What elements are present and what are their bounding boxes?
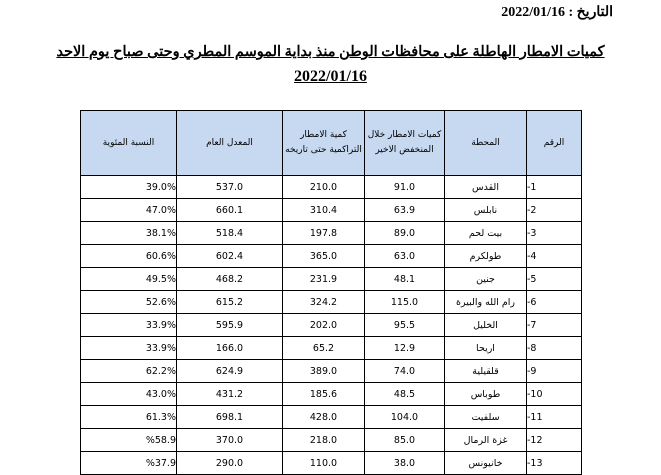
cell-percent: 47.0%	[81, 199, 177, 222]
cell-cumulative: 218.0	[283, 429, 365, 452]
table-row	[81, 222, 582, 245]
cell-last-low: 115.0	[365, 291, 445, 314]
cell-percent: 33.9%	[81, 337, 177, 360]
cell-number: -5	[527, 268, 582, 291]
table-header-row	[81, 111, 582, 176]
cell-percent: %58.9	[81, 429, 177, 452]
cell-average: 624.9	[177, 360, 283, 383]
cell-station: القدس	[445, 176, 527, 199]
cell-number: -3	[527, 222, 582, 245]
cell-percent: 60.6%	[81, 245, 177, 268]
report-date: التاريخ : 2022/01/16	[501, 5, 613, 20]
cell-cumulative: 365.0	[283, 245, 365, 268]
cell-cumulative: 310.4	[283, 199, 365, 222]
cell-station: رام الله والبيرة	[445, 291, 527, 314]
table-row	[81, 314, 582, 337]
cell-percent: 38.1%	[81, 222, 177, 245]
cell-number: -4	[527, 245, 582, 268]
col-header-station: المحطة	[445, 111, 527, 176]
cell-average: 166.0	[177, 337, 283, 360]
cell-cumulative: 202.0	[283, 314, 365, 337]
cell-average: 615.2	[177, 291, 283, 314]
col-header-average: المعدل العام	[177, 111, 283, 176]
table-row	[81, 176, 582, 199]
report-title: كميات الامطار الهاطلة على محافظات الوطن منذ بداية الموسم المطري وحتى صباح يوم الاحد	[56, 44, 605, 60]
cell-last-low: 85.0	[365, 429, 445, 452]
cell-cumulative: 185.6	[283, 383, 365, 406]
col-header-percent: النسبة المئوية	[81, 111, 177, 176]
cell-number: -10	[527, 383, 582, 406]
cell-number: -13	[527, 452, 582, 475]
cell-number: -7	[527, 314, 582, 337]
report-subdate: 2022/01/16	[294, 68, 367, 85]
col-header-last-low: كميات الامطار خلال المنخفض الاخير	[365, 111, 445, 176]
table-row	[81, 245, 582, 268]
cell-last-low: 63.9	[365, 199, 445, 222]
cell-last-low: 48.5	[365, 383, 445, 406]
cell-average: 290.0	[177, 452, 283, 475]
cell-station: سلفيت	[445, 406, 527, 429]
cell-percent: 49.5%	[81, 268, 177, 291]
cell-average: 602.4	[177, 245, 283, 268]
cell-average: 431.2	[177, 383, 283, 406]
cell-percent: 43.0%	[81, 383, 177, 406]
cell-cumulative: 65.2	[283, 337, 365, 360]
cell-average: 660.1	[177, 199, 283, 222]
table-row	[81, 452, 582, 475]
cell-number: -11	[527, 406, 582, 429]
cell-cumulative: 231.9	[283, 268, 365, 291]
cell-last-low: 38.0	[365, 452, 445, 475]
cell-number: -12	[527, 429, 582, 452]
cell-average: 595.9	[177, 314, 283, 337]
cell-percent: 62.2%	[81, 360, 177, 383]
cell-station: اريحا	[445, 337, 527, 360]
cell-station: طوباس	[445, 383, 527, 406]
cell-percent: %37.9	[81, 452, 177, 475]
cell-number: -6	[527, 291, 582, 314]
cell-percent: 52.6%	[81, 291, 177, 314]
cell-number: -2	[527, 199, 582, 222]
table-row	[81, 199, 582, 222]
cell-last-low: 95.5	[365, 314, 445, 337]
cell-last-low: 48.1	[365, 268, 445, 291]
table-row	[81, 291, 582, 314]
cell-last-low: 12.9	[365, 337, 445, 360]
cell-average: 468.2	[177, 268, 283, 291]
table-row	[81, 337, 582, 360]
cell-station: الخليل	[445, 314, 527, 337]
table-row	[81, 360, 582, 383]
cell-percent: 33.9%	[81, 314, 177, 337]
cell-average: 370.0	[177, 429, 283, 452]
cell-last-low: 89.0	[365, 222, 445, 245]
cell-last-low: 91.0	[365, 176, 445, 199]
cell-station: جنين	[445, 268, 527, 291]
cell-average: 518.4	[177, 222, 283, 245]
col-header-number: الرقم	[527, 111, 582, 176]
rainfall-table	[80, 110, 582, 475]
table-row	[81, 429, 582, 452]
cell-cumulative: 210.0	[283, 176, 365, 199]
cell-station: خانيونس	[445, 452, 527, 475]
cell-number: -9	[527, 360, 582, 383]
cell-station: غزة الرمال	[445, 429, 527, 452]
cell-cumulative: 110.0	[283, 452, 365, 475]
cell-number: -1	[527, 176, 582, 199]
cell-station: قلقيلية	[445, 360, 527, 383]
cell-last-low: 74.0	[365, 360, 445, 383]
table-row	[81, 268, 582, 291]
cell-cumulative: 428.0	[283, 406, 365, 429]
table-row	[81, 406, 582, 429]
col-header-cumulative: كمية الامطار التراكمية حتى تاريخه	[283, 111, 365, 176]
cell-last-low: 104.0	[365, 406, 445, 429]
cell-station: طولكرم	[445, 245, 527, 268]
cell-number: -8	[527, 337, 582, 360]
cell-cumulative: 389.0	[283, 360, 365, 383]
cell-station: بيت لحم	[445, 222, 527, 245]
cell-cumulative: 324.2	[283, 291, 365, 314]
cell-last-low: 63.0	[365, 245, 445, 268]
cell-percent: 39.0%	[81, 176, 177, 199]
cell-station: نابلس	[445, 199, 527, 222]
cell-percent: 61.3%	[81, 406, 177, 429]
cell-average: 537.0	[177, 176, 283, 199]
table-row	[81, 383, 582, 406]
cell-average: 698.1	[177, 406, 283, 429]
cell-cumulative: 197.8	[283, 222, 365, 245]
